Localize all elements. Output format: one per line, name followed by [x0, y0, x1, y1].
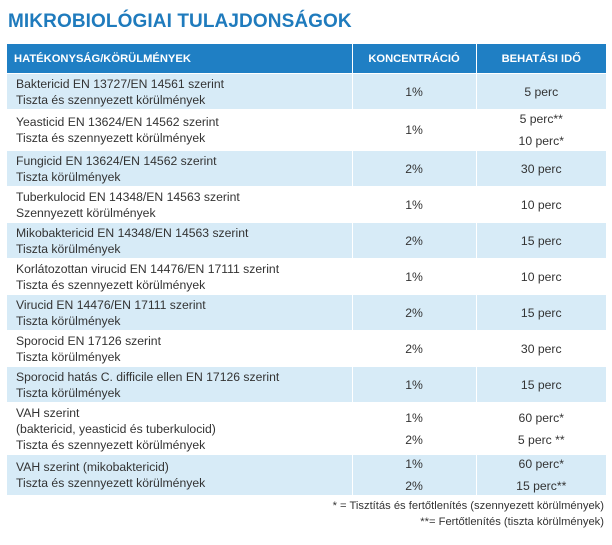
- condition-line: Tiszta és szennyezett körülmények: [16, 131, 206, 145]
- exposure-time-value: 10 perc: [520, 269, 562, 284]
- table-row: [7, 151, 606, 187]
- table-row: [7, 259, 606, 295]
- exposure-time-value: 60 perc*: [518, 410, 564, 425]
- exposure-time-cell: [476, 367, 606, 403]
- condition-line: Tiszta körülmények: [16, 313, 121, 328]
- exposure-time-cell: [476, 74, 606, 110]
- exposure-time-cell: [476, 295, 606, 331]
- concentration-cell: [352, 223, 476, 259]
- exposure-time-value: 5 perc **: [517, 432, 565, 447]
- condition-line: Baktericid EN 13727/EN 14561 szerint: [16, 76, 224, 91]
- condition-cell: [7, 455, 352, 496]
- table-row: [7, 295, 606, 331]
- condition-cell: [7, 187, 352, 223]
- exposure-time-value: 15 perc: [520, 377, 562, 392]
- condition-cell: [7, 259, 352, 295]
- exposure-time-cell: [476, 259, 606, 295]
- condition-line: Tuberkulocid EN 14348/EN 14563 szerint: [16, 189, 240, 204]
- concentration-value: 1%: [405, 410, 423, 425]
- table-row: [7, 110, 606, 151]
- table-row: [7, 74, 606, 110]
- concentration-value: 2%: [405, 479, 423, 493]
- concentration-cell: [352, 259, 476, 295]
- concentration-cell: [352, 151, 476, 187]
- exposure-time-cell: [476, 151, 606, 187]
- table-row: [7, 223, 606, 259]
- concentration-value: 1%: [405, 84, 423, 99]
- condition-cell: [7, 367, 352, 403]
- concentration-value: 2%: [405, 233, 423, 248]
- condition-line: Tiszta és szennyezett körülmények: [16, 277, 206, 292]
- exposure-time-cell: [476, 331, 606, 367]
- concentration-value: 2%: [405, 161, 423, 176]
- table-row: [7, 455, 606, 496]
- exposure-time-value: 5 perc: [524, 84, 559, 99]
- concentration-cell: [352, 295, 476, 331]
- concentration-cell: [352, 187, 476, 223]
- concentration-value: 2%: [405, 305, 423, 320]
- concentration-value: 1%: [405, 269, 423, 284]
- header-efficacy: HATÉKONYSÁG/KÖRÜLMÉNYEK: [7, 44, 352, 74]
- exposure-time-cell: [476, 455, 606, 496]
- exposure-time-value: 30 perc: [520, 161, 562, 176]
- condition-cell: [7, 295, 352, 331]
- condition-line: Tiszta körülmények: [16, 169, 121, 184]
- condition-cell: [7, 151, 352, 187]
- exposure-time-cell: [476, 187, 606, 223]
- exposure-time-value: 15 perc: [520, 305, 562, 320]
- exposure-time-value: 30 perc: [520, 341, 562, 356]
- exposure-time-cell: [476, 223, 606, 259]
- table-header-row: [7, 44, 606, 74]
- condition-line: Tiszta és szennyezett körülmények: [16, 437, 206, 452]
- condition-line: Sporocid EN 17126 szerint: [16, 333, 161, 348]
- condition-cell: [7, 74, 352, 110]
- table-row: [7, 367, 606, 403]
- concentration-cell: [352, 110, 476, 151]
- microbiology-table: [7, 44, 606, 495]
- concentration-value: 2%: [405, 341, 423, 356]
- concentration-value: 1%: [405, 123, 423, 137]
- exposure-time-value: 10 perc: [520, 197, 562, 212]
- footnote-single-asterisk: * = Tisztítás és fertőtlenítés (szennyezett körülmények): [332, 500, 604, 512]
- concentration-cell: [352, 403, 476, 455]
- concentration-cell: [352, 367, 476, 403]
- condition-cell: [7, 403, 352, 455]
- condition-line: Mikobaktericid EN 14348/EN 14563 szerint: [16, 225, 249, 240]
- condition-line: Tiszta körülmények: [16, 349, 121, 364]
- table-body: [7, 74, 606, 496]
- condition-line: Yeasticid EN 13624/EN 14562 szerint: [16, 115, 219, 129]
- condition-line: VAH szerint: [16, 405, 80, 420]
- concentration-value: 2%: [405, 432, 423, 447]
- condition-line: VAH szerint (mikobaktericid): [16, 460, 169, 474]
- concentration-cell: [352, 331, 476, 367]
- concentration-cell: [352, 455, 476, 496]
- exposure-time-cell: [476, 110, 606, 151]
- condition-line: Szennyezett körülmények: [16, 205, 156, 220]
- condition-line: (baktericid, yeasticid és tuberkulocid): [16, 421, 216, 436]
- concentration-value: 1%: [405, 457, 423, 471]
- header-concentration: KONCENTRÁCIÓ: [352, 44, 476, 74]
- concentration-value: 1%: [405, 377, 423, 392]
- condition-line: Sporocid hatás C. difficile ellen EN 17126 szerint: [16, 369, 280, 384]
- table-row: [7, 403, 606, 455]
- condition-line: Tiszta és szennyezett körülmények: [16, 92, 206, 107]
- exposure-time-value: 5 perc**: [519, 112, 563, 126]
- concentration-value: 1%: [405, 197, 423, 212]
- condition-line: Fungicid EN 13624/EN 14562 szerint: [16, 153, 217, 168]
- condition-line: Korlátozottan virucid EN 14476/EN 17111 szerint: [16, 261, 280, 276]
- exposure-time-cell: [476, 403, 606, 455]
- header-exposure-time: BEHATÁSI IDŐ: [476, 44, 606, 74]
- condition-cell: [7, 331, 352, 367]
- condition-line: Tiszta és szennyezett körülmények: [16, 476, 206, 490]
- condition-cell: [7, 110, 352, 151]
- page-title: MIKROBIOLÓGIAI TULAJDONSÁGOK: [8, 11, 352, 32]
- condition-cell: [7, 223, 352, 259]
- concentration-cell: [352, 74, 476, 110]
- condition-line: Tiszta körülmények: [16, 385, 121, 400]
- exposure-time-value: 10 perc*: [518, 134, 564, 148]
- exposure-time-value: 15 perc**: [516, 479, 567, 493]
- condition-line: Virucid EN 14476/EN 17111 szerint: [16, 297, 206, 312]
- table-row: [7, 331, 606, 367]
- table-row: [7, 187, 606, 223]
- exposure-time-value: 60 perc*: [518, 457, 564, 471]
- condition-line: Tiszta körülmények: [16, 241, 121, 256]
- exposure-time-value: 15 perc: [520, 233, 562, 248]
- footnote-double-asterisk: **= Fertőtlenítés (tiszta körülmények): [420, 516, 604, 528]
